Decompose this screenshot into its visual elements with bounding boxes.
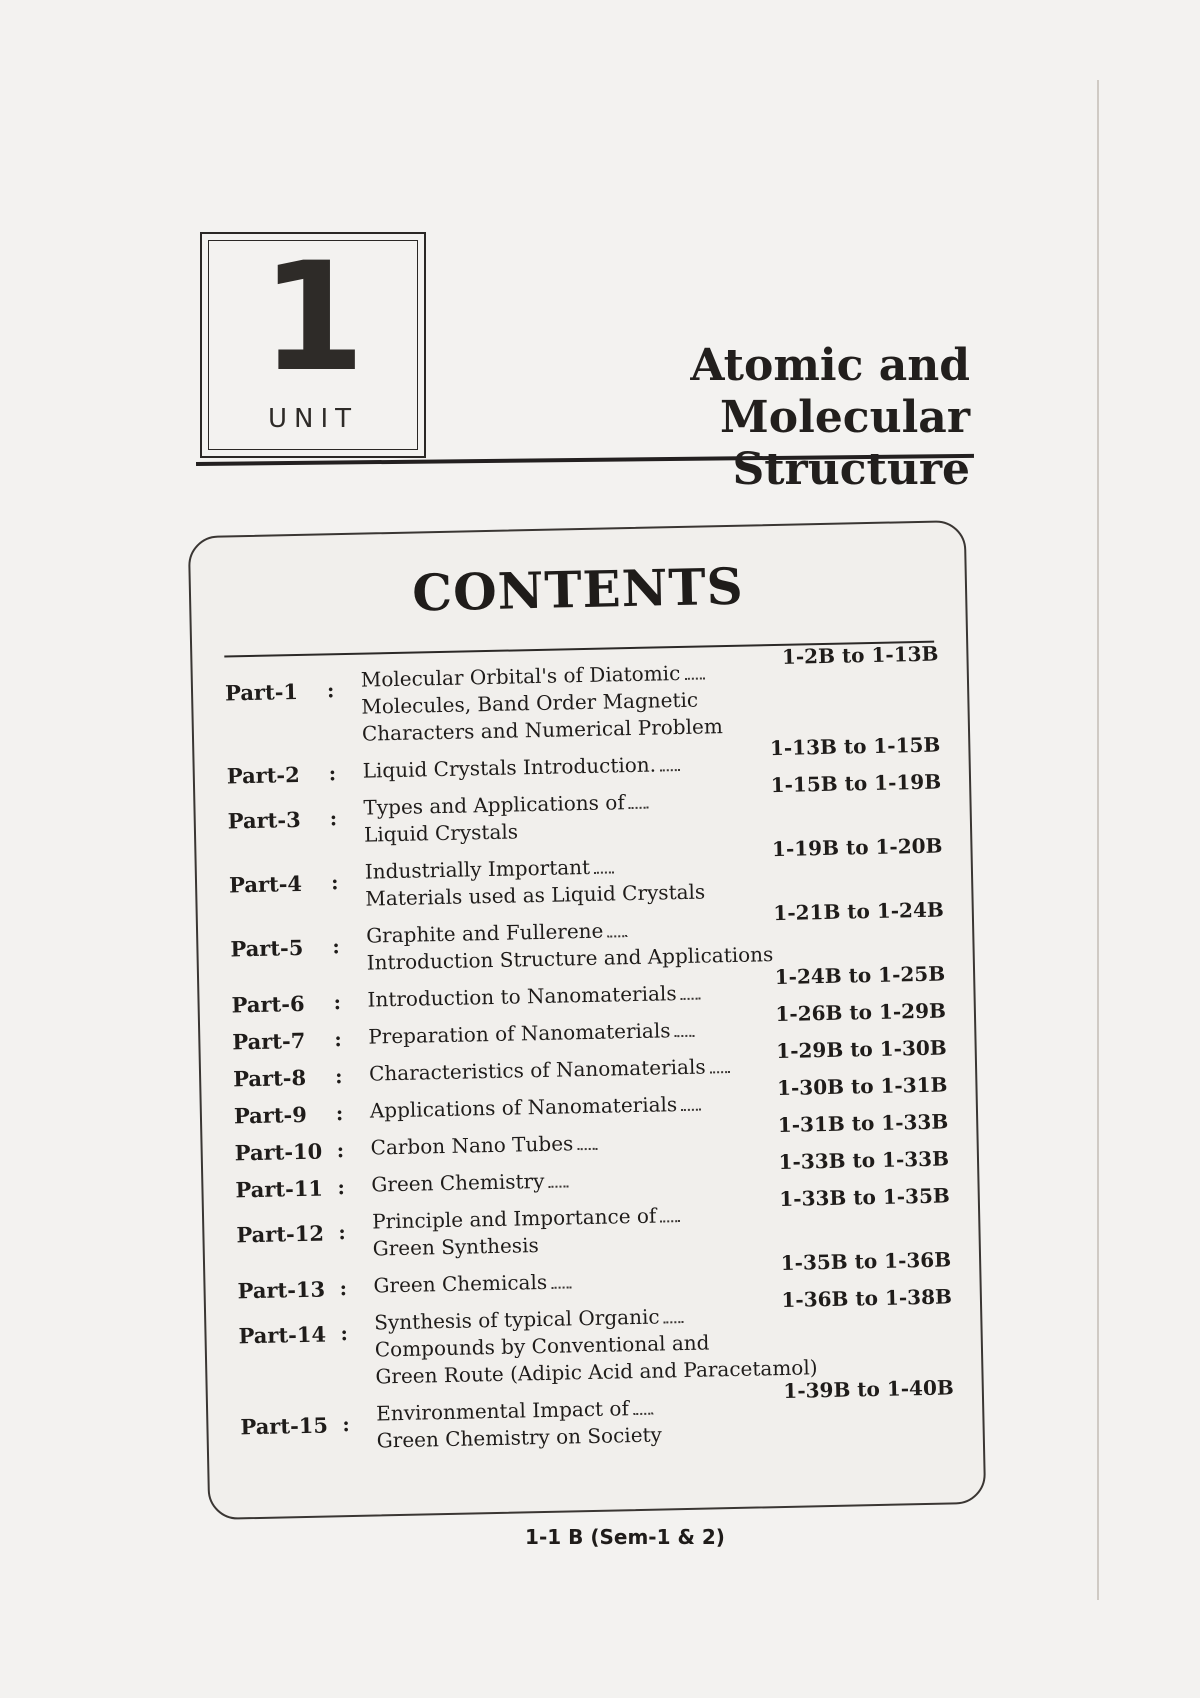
toc-separator: :	[332, 934, 341, 959]
toc-separator: :	[333, 990, 342, 1015]
toc-part-label: Part-12	[236, 1220, 325, 1248]
toc-topic-line: Preparation of Nanomaterials	[368, 1013, 888, 1051]
toc-page-range: 1-30B to 1-31B	[776, 1072, 948, 1101]
toc-part-label: Part-14	[238, 1321, 327, 1349]
toc-page-range: 1-19B to 1-20B	[771, 833, 943, 862]
toc-leader-dots	[681, 1109, 701, 1111]
toc-topic-line: Liquid Crystals Introduction.	[362, 747, 882, 785]
toc-separator: :	[326, 678, 335, 703]
toc-page-range: 1-39B to 1-40B	[783, 1375, 955, 1403]
toc-page-range: 1-29B to 1-30B	[776, 1035, 947, 1064]
toc-part-label: Part-8	[232, 1064, 307, 1092]
unit-title	[440, 340, 970, 496]
toc-separator: :	[328, 761, 337, 786]
toc-topic-line: Materials used as Liquid Crystals	[365, 879, 706, 911]
toc-part-label: Part-13	[237, 1276, 326, 1304]
toc-entry	[224, 641, 939, 746]
toc-page-range: 1-35B to 1-36B	[780, 1247, 952, 1275]
unit-badge	[200, 232, 426, 458]
toc-page-range: 1-21B to 1-24B	[773, 897, 945, 926]
toc-leader-dots	[551, 1286, 571, 1288]
toc-leader-dots	[710, 1071, 730, 1073]
toc-part-label: Part-3	[227, 806, 301, 834]
toc-topic-line: Liquid Crystals	[363, 819, 519, 847]
toc-page-range: 1-15B to 1-19B	[770, 769, 942, 798]
toc-separator: :	[342, 1412, 351, 1437]
page-edge	[1097, 80, 1099, 1600]
toc-separator: :	[334, 1064, 343, 1089]
contents-heading: CONTENTS	[411, 556, 745, 623]
toc-part-label: Part-6	[231, 990, 305, 1018]
toc-topic-line: Principle and Importance of	[372, 1198, 892, 1236]
unit-label: UNIT	[267, 404, 359, 434]
toc-leader-dots	[594, 871, 614, 873]
toc-leader-dots	[664, 1321, 684, 1323]
toc-topic-line: Graphite and Fullerene	[366, 912, 886, 950]
toc-separator: :	[338, 1220, 347, 1245]
toc-page-range: 1-24B to 1-25B	[774, 961, 946, 990]
toc-separator: :	[334, 1027, 342, 1052]
toc-leader-dots	[607, 935, 627, 937]
toc-part-label: Part-10	[234, 1138, 323, 1166]
toc-topic-line: Industrially Important	[365, 848, 885, 886]
toc-leader-dots	[633, 1413, 653, 1415]
toc-part-label: Part-5	[230, 934, 304, 962]
toc-topic-line: Synthesis of typical Organic	[374, 1299, 894, 1337]
toc-page-range: 1-2B to 1-13B	[781, 641, 939, 669]
toc-page-range: 1-13B to 1-15B	[769, 732, 941, 761]
toc-page-range: 1-33B to 1-33B	[778, 1146, 950, 1175]
toc-separator: :	[337, 1175, 346, 1200]
toc-separator: :	[330, 870, 339, 895]
toc-topic-line: Introduction Structure and Applications	[366, 942, 774, 975]
toc-topic-line: Characters and Numerical Problem	[361, 714, 724, 746]
toc-leader-dots	[681, 998, 701, 1000]
toc-topic-line: Environmental Impact of	[376, 1390, 896, 1428]
toc-entry	[228, 833, 943, 911]
toc-page-range: 1-33B to 1-35B	[779, 1183, 951, 1212]
toc-leader-dots	[629, 807, 649, 809]
toc-topic-line: Molecular Orbital's of Diatomic	[361, 656, 881, 694]
toc-topic-line: Types and Applications of	[363, 784, 883, 822]
toc-leader-dots	[684, 677, 704, 679]
toc-entry	[230, 897, 945, 975]
toc-topic-line: Molecules, Band Order Magnetic	[361, 687, 699, 719]
toc-topic-line: Green Chemicals	[373, 1262, 893, 1300]
toc-part-label: Part-2	[226, 761, 300, 789]
toc-topic-line: Green Synthesis	[372, 1233, 539, 1261]
toc-topic-line: Characteristics of Nanomaterials	[369, 1050, 889, 1088]
toc-separator: :	[339, 1276, 348, 1301]
toc-entry	[240, 1375, 955, 1453]
toc-leader-dots	[577, 1148, 597, 1150]
toc-topic-line: Green Chemistry	[371, 1161, 891, 1199]
toc-separator: :	[340, 1321, 349, 1346]
toc-page-range: 1-26B to 1-29B	[775, 998, 947, 1027]
contents-box	[188, 520, 986, 1520]
unit-title-line-1: Atomic and Molecular	[690, 340, 970, 443]
toc-leader-dots	[548, 1185, 568, 1187]
toc-separator: :	[329, 806, 338, 831]
toc-part-label: Part-1	[224, 678, 299, 706]
unit-number: 1	[260, 231, 366, 405]
toc-topic-line: Applications of Nanomaterials	[370, 1087, 890, 1125]
unit-title-line-2: Structure	[732, 444, 970, 495]
toc-topic-line: Green Chemistry on Society	[376, 1422, 663, 1453]
toc-topic-line: Carbon Nano Tubes	[370, 1124, 890, 1162]
toc-leader-dots	[675, 1035, 695, 1037]
toc-part-label: Part-7	[232, 1027, 306, 1055]
toc-leader-dots	[660, 1220, 680, 1222]
toc-part-label: Part-9	[233, 1101, 308, 1129]
toc-leader-dots	[660, 769, 680, 771]
page-footer: 1-1 B (Sem-1 & 2)	[525, 1525, 725, 1549]
toc-topic-line: Green Route (Adipic Acid and Paracetamol)	[375, 1355, 818, 1389]
toc-page-range: 1-31B to 1-33B	[777, 1109, 949, 1138]
toc-topic-line: Introduction to Nanomaterials	[367, 976, 887, 1014]
toc-separator: :	[336, 1138, 345, 1163]
toc-part-label: Part-15	[240, 1412, 329, 1440]
toc-topic-line: Compounds by Conventional and	[374, 1330, 710, 1362]
toc-page-range: 1-36B to 1-38B	[781, 1284, 953, 1312]
toc-part-label: Part-4	[228, 870, 303, 898]
toc-part-label: Part-11	[235, 1175, 324, 1203]
toc-separator: :	[335, 1101, 344, 1126]
